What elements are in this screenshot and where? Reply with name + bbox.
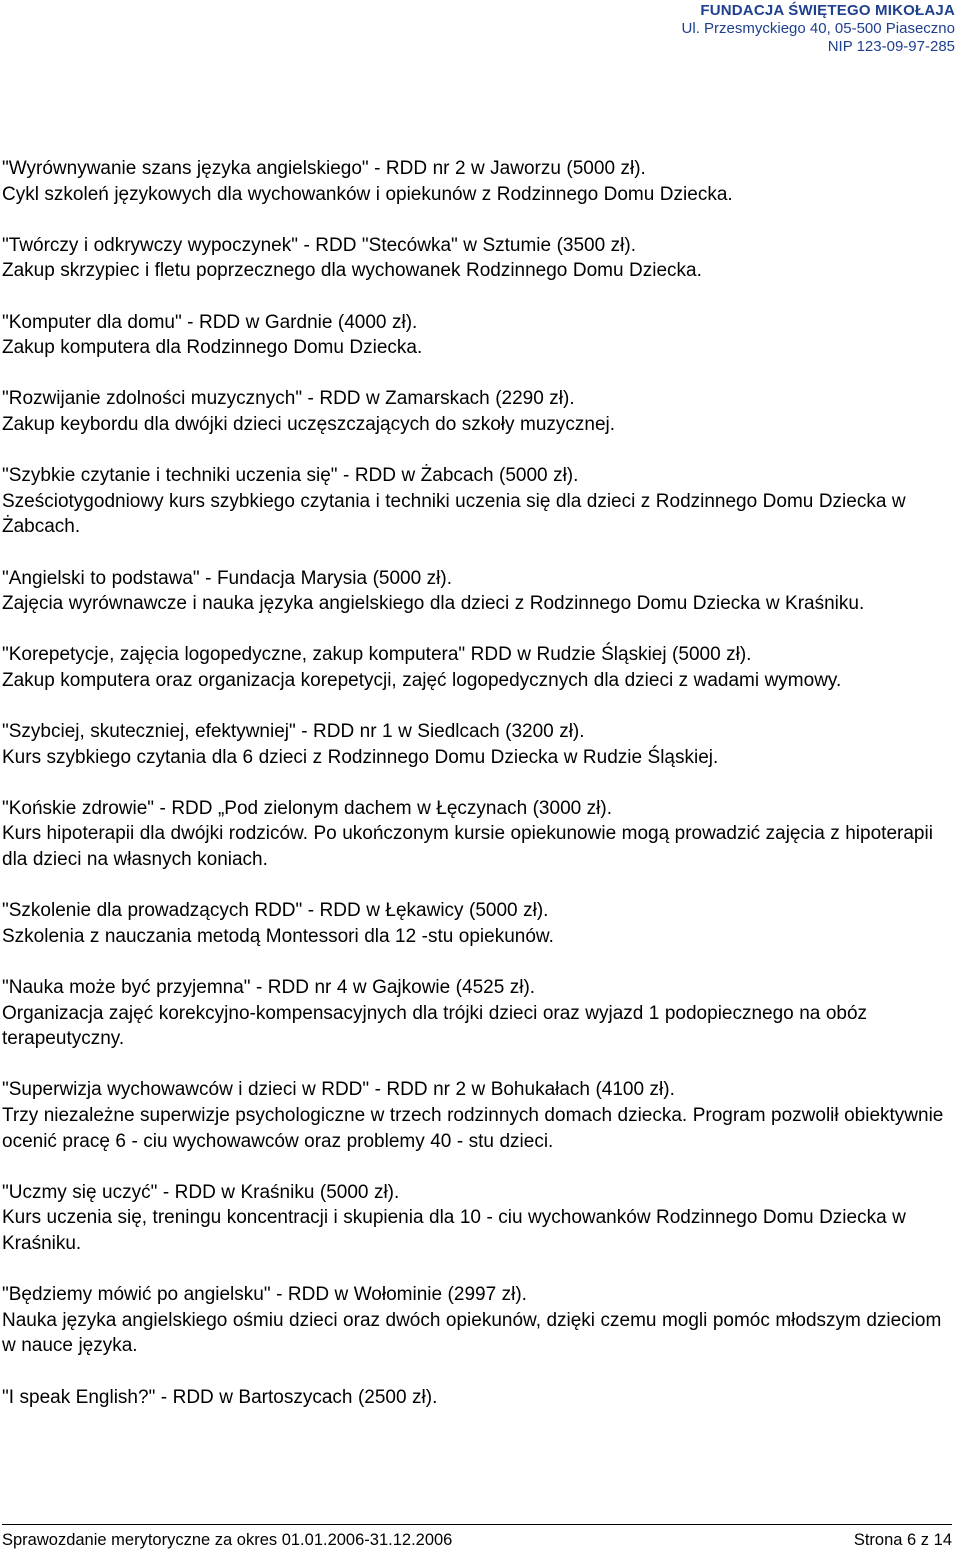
grant-entry [2,1282,958,1359]
grant-entry [2,233,958,284]
letterhead [682,2,955,56]
organization-name: FUNDACJA ŚWIĘTEGO MIKOŁAJA [700,2,955,19]
grant-entry [2,796,958,873]
grant-description: Zakup skrzypiec i fletu poprzecznego dla wychowanek Rodzinnego Domu Dziecka. [2,260,702,282]
grant-title: "Superwizja wychowawców i dzieci w RDD" - RDD nr 2 w Bohukałach (4100 zł). [2,1079,675,1101]
organization-address: Ul. Przesmyckiego 40, 05-500 Piaseczno [681,20,955,37]
grant-description: Kurs szybkiego czytania dla 6 dzieci z Rodzinnego Domu Dziecka w Rudzie Śląskiej. [2,746,719,768]
grant-title: "I speak English?" - RDD w Bartoszycach (2500 zł). [2,1386,438,1408]
grant-entry [2,642,958,693]
grant-description: Sześciotygodniowy kurs szybkiego czytania i techniki uczenia się dla dzieci z Rodzinnego Domu Dziecka w Żabcach. [2,490,906,538]
grant-title: "Korepetycje, zajęcia logopedyczne, zakup komputera" RDD w Rudzie Śląskiej (5000 zł). [2,644,752,666]
grant-description: Organizacja zajęć korekcyjno-kompensacyjnych dla trójki dzieci oraz wyjazd 1 podopiecznego na obóz terapeutyczny. [2,1002,868,1050]
grant-title: "Wyrównywanie szans języka angielskiego" - RDD nr 2 w Jaworzu (5000 zł). [2,158,646,179]
grant-title: "Końskie zdrowie" - RDD „Pod zielonym dachem w Łęczynach (3000 zł). [2,797,613,819]
grant-description: Zajęcia wyrównawcze i nauka języka angielskiego dla dzieci z Rodzinnego Domu Dziecka w Kraśniku. [2,593,865,615]
grant-description: Kurs hipoterapii dla dwójki rodziców. Po ukończonym kursie opiekunowie mogą prowadzić zajęcia z hipoterapii dla dzieci na własnych koniach. [2,823,933,871]
grant-entry [2,975,958,1052]
grant-title: "Angielski to podstawa" - Fundacja Marysia (5000 zł). [2,567,452,589]
organization-nip: NIP 123-09-97-285 [827,38,955,55]
grant-title: "Twórczy i odkrywczy wypoczynek" - RDD "Stecówka" w Sztumie (3500 zł). [2,234,636,256]
grant-description: Szkolenia z nauczania metodą Montessori dla 12 -stu opiekunów. [2,925,554,947]
grant-title: "Rozwijanie zdolności muzycznych" - RDD w Zamarskach (2290 zł). [2,388,575,410]
page-number: Strona 6 z 14 [853,1531,952,1549]
grant-description: Zakup komputera dla Rodzinnego Domu Dziecka. [2,337,423,359]
grant-title: "Szkolenie dla prowadzących RDD" - RDD w Łękawicy (5000 zł). [2,900,549,922]
grant-title: "Nauka może być przyjemna" - RDD nr 4 w Gajkowie (4525 zł). [2,977,536,998]
grant-title: "Będziemy mówić po angielsku" - RDD w Wołominie (2997 zł). [2,1284,527,1306]
grant-entry [2,719,958,770]
grant-description: Kurs uczenia się, treningu koncentracji i skupienia dla 10 - ciu wychowanków Rodzinnego Domu Dziecka w Kraśniku. [2,1207,906,1254]
grant-title: "Szybciej, skuteczniej, efektywniej" - RDD nr 1 w Siedlcach (3200 zł). [2,721,585,743]
grant-entry [2,1180,958,1257]
grant-entry [2,156,958,207]
grant-title: "Szybkie czytanie i techniki uczenia się" - RDD w Żabcach (5000 zł). [2,465,579,487]
document-body [2,156,958,1436]
grant-entry [2,463,958,540]
report-period-label: Sprawozdanie merytoryczne za okres 01.01.2006-31.12.2006 [2,1531,453,1549]
grant-entry [2,310,958,361]
grant-description: Nauka języka angielskiego ośmiu dzieci oraz dwóch opiekunów, dzięki czemu mogli pomóc młodszym dzieciom w nauce języka. [2,1309,942,1357]
grant-entry [2,1385,958,1411]
grant-entry [2,386,958,437]
grant-title: "Komputer dla domu" - RDD w Gardnie (4000 zł). [2,311,418,333]
grant-title: "Uczmy się uczyć" - RDD w Kraśniku (5000 zł). [2,1181,400,1203]
grant-description: Cykl szkoleń językowych dla wychowanków i opiekunów z Rodzinnego Domu Dziecka. [2,183,733,205]
grant-description: Zakup keybordu dla dwójki dzieci uczęszczających do szkoły muzycznej. [2,413,616,435]
grant-entry [2,1077,958,1154]
grant-entry [2,898,958,949]
page-footer [2,1524,952,1552]
grant-description: Trzy niezależne superwizje psychologiczne w trzech rodzinnych domach dziecka. Program pozwolił obiektywnie ocenić pracę 6 - ciu wychowawców oraz problemy 40 - stu dzieci. [2,1104,944,1152]
grant-entry [2,566,958,617]
grant-description: Zakup komputera oraz organizacja korepetycji, zajęć logopedycznych dla dzieci z wadami wymowy. [2,669,842,691]
